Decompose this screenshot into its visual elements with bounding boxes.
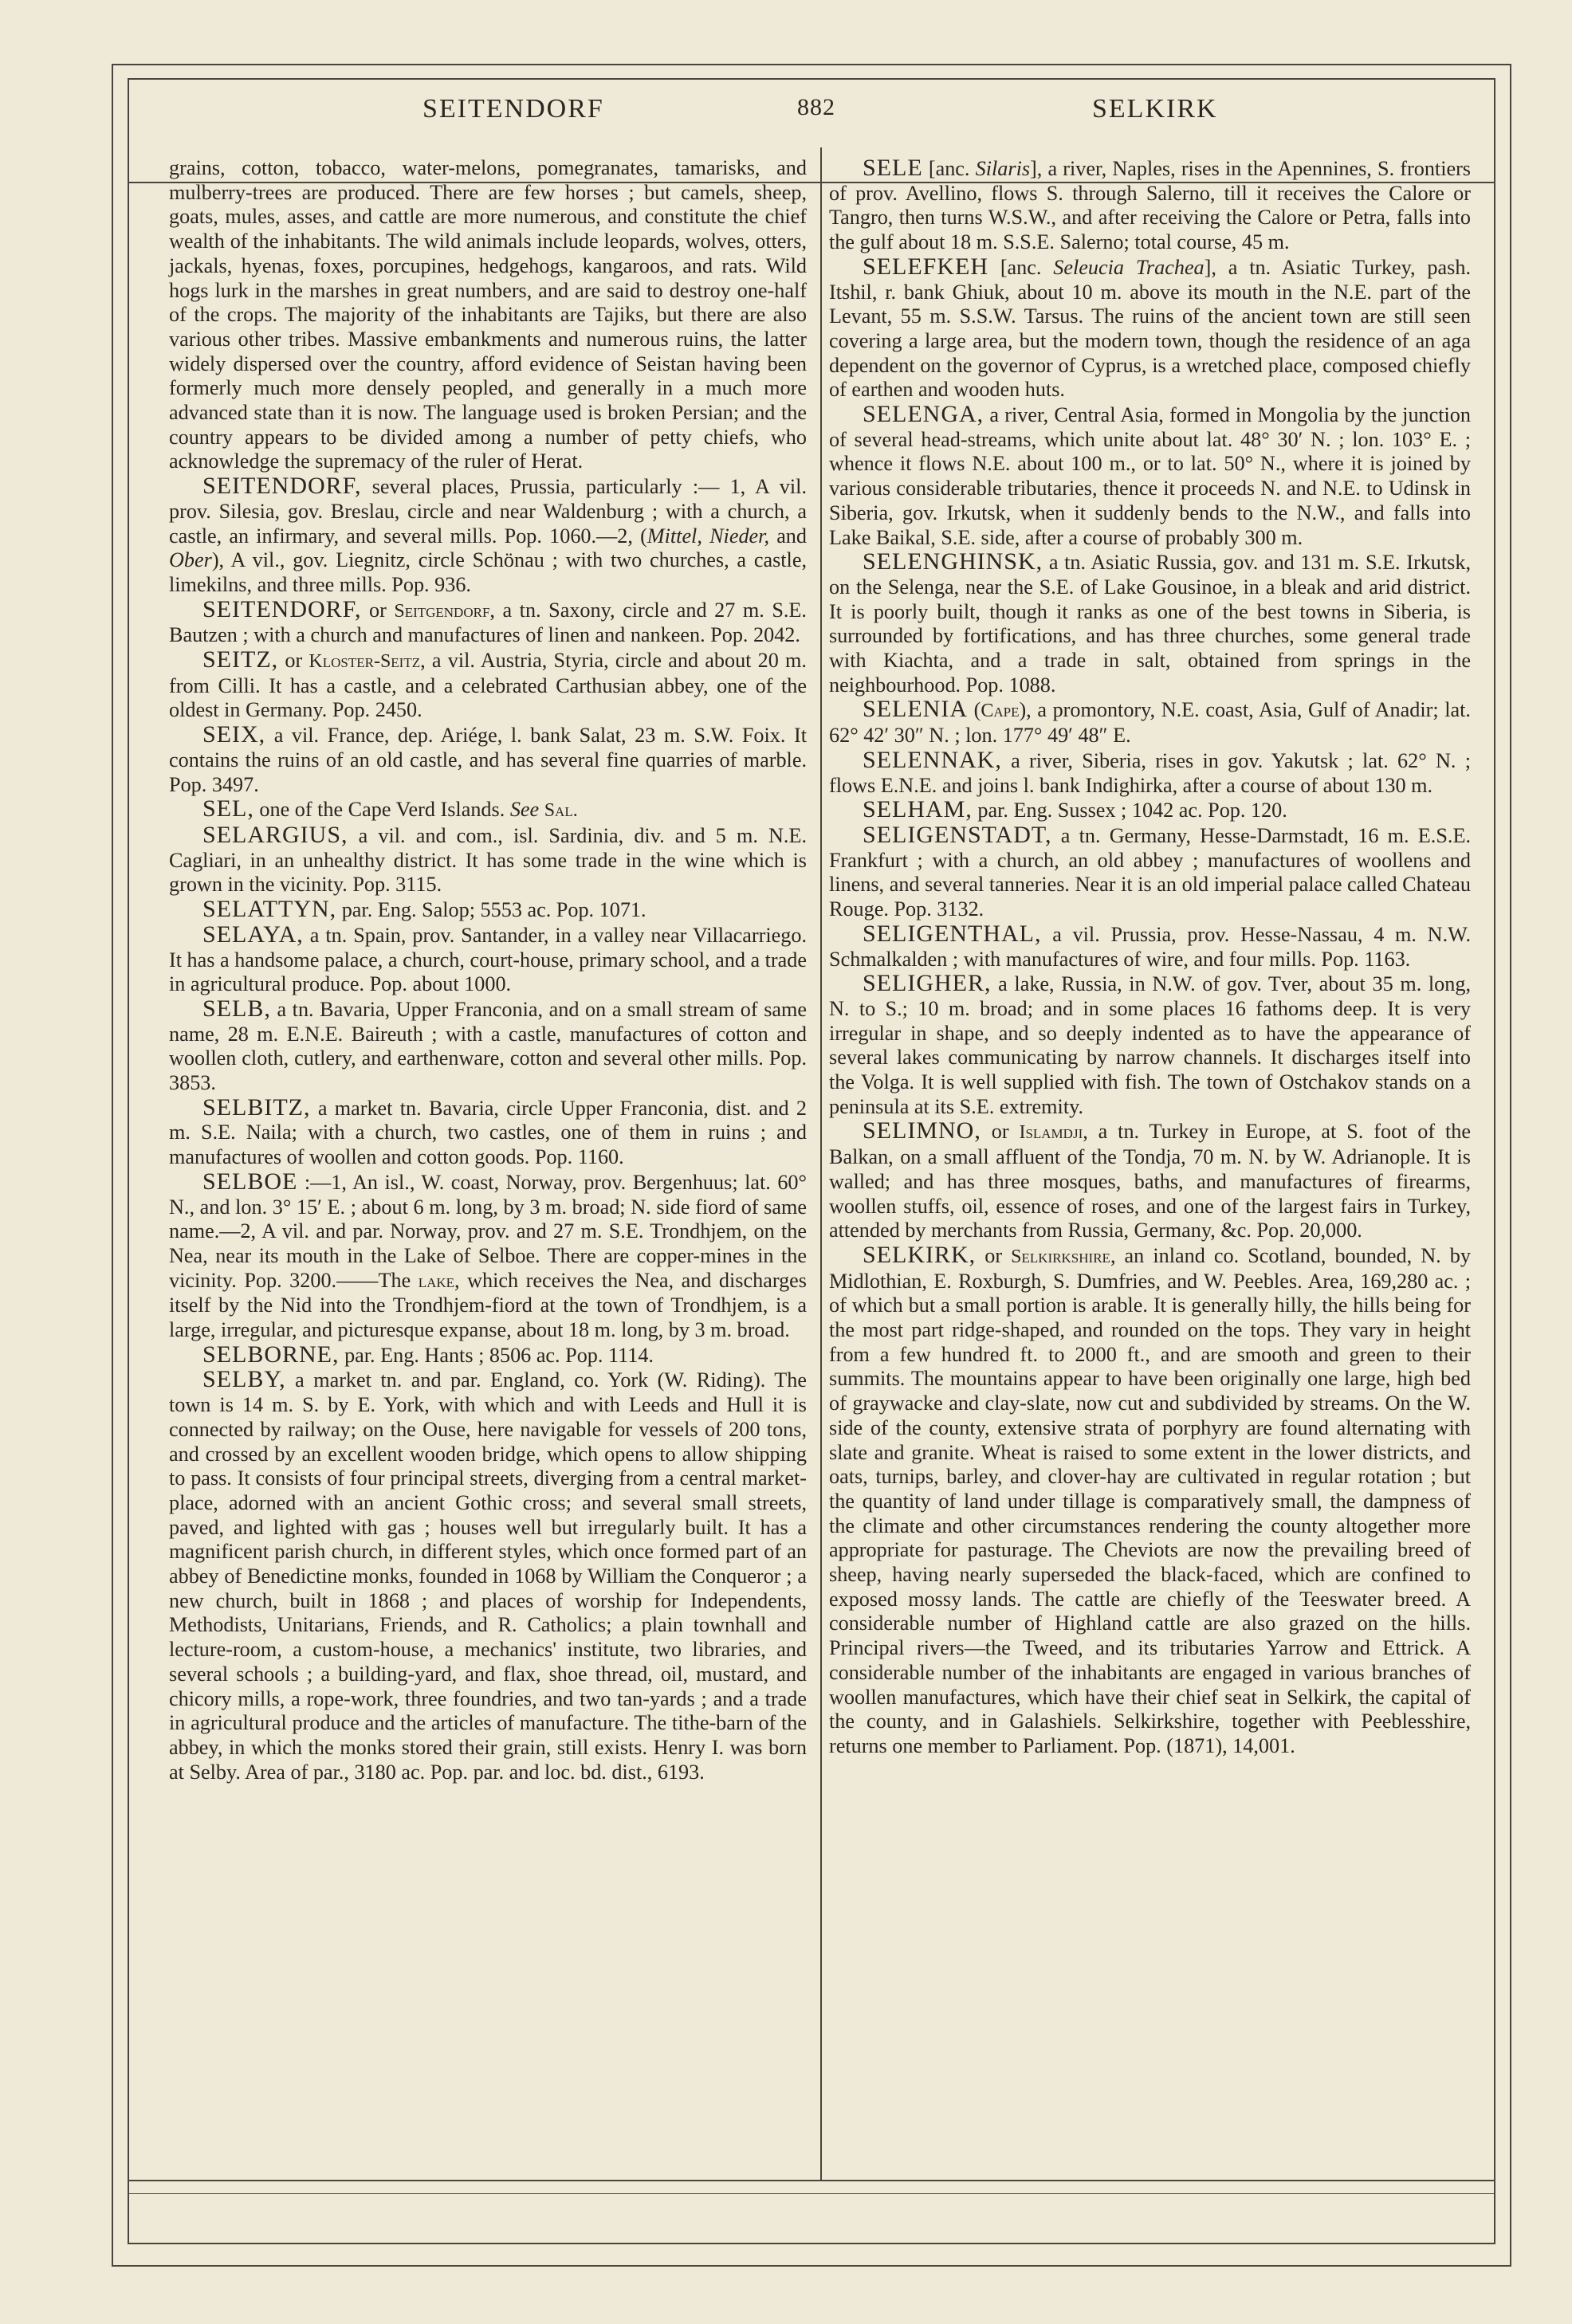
entry-seitz xyxy=(169,648,807,723)
headword: SELBY, xyxy=(202,1366,286,1393)
entry-text: one of the Cape Verd Islands. xyxy=(253,798,510,822)
headword: SELENIA xyxy=(863,696,968,723)
entry-sele xyxy=(829,156,1471,255)
entry-smallcaps: Kloster-Seitz xyxy=(309,651,421,673)
entry-text: a river, Siberia, rises in gov. Yakutsk ; lat. 62° N. ; flows E.N.E. and joins l. bank Indighirka, after a course of about 130 m. xyxy=(829,748,1471,797)
entry-text: several places, Prussia, particularly :— 1, A vil. prov. Silesia, gov. Breslau, circle and near Waldenburg ; with a church, a castle, an infirmary, and several mills. Pop. 1060.—2, ( xyxy=(169,475,807,548)
entry-text: ], a river, Naples, rises in the Apennines, S. frontiers of prov. Avellino, flows S. through Salerno, till it receives the Calore or Tangro, then turns W.S.W., and after receiving the Calore or Petra, falls into the gulf about 18 m. S.S.E. Salerno; total course, 45 m. xyxy=(829,157,1471,254)
headword: SEITZ, xyxy=(202,646,279,673)
entry-seligenthal xyxy=(829,922,1471,972)
entry-text: ), a promontory, N.E. coast, Asia, Gulf of Anadir; lat. 62° 42′ 30″ N. ; lon. 177° 49′ 48″ E. xyxy=(829,698,1471,748)
entry-selb xyxy=(169,997,807,1096)
column-divider xyxy=(820,147,822,2180)
entry-text: , a tn. Saxony, circle and 27 m. S.E. Bautzen ; with a church and manufactures of linen and nankeen. Pop. 2042. xyxy=(169,598,807,647)
entry-text: [anc. xyxy=(922,157,976,180)
entry-smallcaps: Islamdji xyxy=(1019,1122,1083,1144)
entry-text: or xyxy=(981,1120,1020,1144)
entry-seix xyxy=(169,723,807,797)
headword: SEITENDORF, xyxy=(202,473,362,500)
headword: SELATTYN, xyxy=(202,896,337,923)
entry-text: par. Eng. Salop; 5553 ac. Pop. 1071. xyxy=(336,898,646,922)
left-column xyxy=(169,156,807,1784)
entry-text: ], a tn. Asiatic Turkey, pash. Itshil, r. bank Ghiuk, about 10 m. above its mouth in the N.E. part of the Levant, 55 m. S.S.W. Tarsus. The ruins of the ancient town are still seen covering a large area, but the modern town, though the residence of an aga dependent on the governor of Cyprus, is a wretched place, composed chiefly of earthen and wooden huts. xyxy=(829,255,1471,402)
entry-text: , which receives the Nea, and discharges itself by the Nid into the Trondhjem-fiord at the town of Trondhjem, is a large, irregular, and picturesque expanse, about 18 m. long, by 3 m. broad. xyxy=(169,1268,807,1342)
entry-selborne xyxy=(169,1343,807,1368)
entry-text: , a vil. Austria, Styria, circle and about 20 m. from Cilli. It has a castle, and a celebrated Carthusian abbey, one of the oldest in Germany. Pop. 2450. xyxy=(169,649,807,722)
entry-seligenstadt xyxy=(829,823,1471,922)
cross-reference: Sal. xyxy=(544,800,578,822)
headword: SELHAM, xyxy=(863,796,973,823)
footer-rule xyxy=(128,2180,1494,2181)
entry-smallcaps: Selkirkshire xyxy=(1011,1246,1110,1267)
right-column xyxy=(829,156,1471,1759)
entry-text: a vil. Prussia, prov. Hesse-Nassau, 4 m. N.W. Schmalkalden ; with manufactures of wire, and four mills. Pop. 1163. xyxy=(829,922,1471,971)
entry-selbitz xyxy=(169,1093,807,1170)
entry-text: [anc. xyxy=(988,255,1054,279)
entry-seitendorf-saxony xyxy=(169,595,807,648)
headword: SELAYA, xyxy=(202,921,304,948)
entry-smallcaps: Cape xyxy=(981,701,1020,722)
running-head-right: SELKIRK xyxy=(1092,94,1218,124)
entry-italic: Mittel, Nieder, xyxy=(646,524,769,548)
entry-smallcaps: Seitgendorf xyxy=(394,600,490,622)
headword: SEL, xyxy=(202,795,254,822)
entry-text: a tn. Spain, prov. Santander, in a valley near Villacarriego. It has a handsome palace, a church, court-house, primary school, and a trade in agricultural produce. Pop. about 1000. xyxy=(169,923,807,996)
entry-selennak xyxy=(829,748,1471,798)
headword: SELIGHER, xyxy=(863,970,992,997)
headword: SELARGIUS, xyxy=(202,821,348,848)
entry-text: a tn. Asiatic Russia, gov. and 131 m. S.E. Irkutsk, on the Selenga, near the S.E. of Lake Gousinoe, in a bleak and arid district. It is poorly built, though it ranks as one of the best towns in Siberia, is surrounded by fortifications, and has three churches, some general trade with Kiachta, and a trade in salt, obtained from springs in the neighbourhood. Pop. 1088. xyxy=(829,551,1471,697)
entry-seistan-continued: grains, cotton, tobacco, water-melons, pomegranates, tamarisks, and mulberry-trees are produced. There are few horses ; but camels, sheep, goats, mules, asses, and cattle are more numerous, and constitute the chief wealth of the inhabitants. The wild animals include leopards, wolves, otters, jackals, hyenas, foxes, porcupines, hedgehogs, kangaroos, and rats. Wild hogs lurk in the marshes in great numbers, and are said to destroy one-half of the crops. The majority of the inhabitants are Tajiks, but there are also various other tribes. Massive embankments and numerous ruins, the latter widely dispersed over the country, afford evidence of Seistan having been formerly much more densely peopled, and generally in a much more advanced state than it is now. The language used is broken Persian; and the country appears to be divided among a number of petty chiefs, who acknowledge the supremacy of the ruler of Herat. xyxy=(169,156,807,473)
entry-text: :—1, An isl., W. coast, Norway, prov. Bergenhuus; lat. 60° N., and lon. 3° 15′ E. ; about 6 m. long, by 3 m. broad; N. side fiord of same name.—2, A vil. and par. Norway, prov. and 27 m. S.E. Trondhjem, on the Nea, near its mouth in the Lake of Selboe. There are copper-mines in the vicinity. Pop. 3200.——The xyxy=(169,1170,807,1292)
entry-selenghinsk xyxy=(829,550,1471,697)
headword: SELKIRK, xyxy=(863,1241,977,1268)
entry-selby xyxy=(169,1368,807,1784)
entry-selham xyxy=(829,798,1471,823)
entry-text: a market tn. Bavaria, circle Upper Franconia, dist. and 2 m. S.E. Naila; with a church, two castles, one of them in ruins ; and manufactures of woollen and cotton goods. Pop. 1160. xyxy=(169,1096,807,1169)
entry-selenga xyxy=(829,402,1471,550)
headword: SELBITZ, xyxy=(202,1093,311,1121)
entry-smallcaps: lake xyxy=(418,1270,455,1292)
entry-text: a tn. Bavaria, Upper Franconia, and on a small stream of same name, 28 m. E.N.E. Baireuth ; with a castle, manufactures of cotton and woollen cloth, cutlery, and earthenware, cotton and several other mills. Pop. 3853. xyxy=(169,997,807,1095)
headword: SELBOE xyxy=(202,1168,298,1195)
headword: SELENGHINSK, xyxy=(863,548,1043,575)
entry-selimno xyxy=(829,1119,1471,1243)
entry-selargius xyxy=(169,823,807,897)
entry-sel xyxy=(169,797,807,823)
entry-text: a river, Central Asia, formed in Mongolia by the junction of several head-streams, which unite about lat. 48° 30′ N. ; lon. 103° E. ; whence it flows N.E. about 100 m., or to lat. 50° N., where it is joined by various considerable tributaries, thence it proceeds N. and N.E. to Udinsk in Siberia, gov. Irkutsk, when it suddenly bends to the N.W., and falls into Lake Baikal, S.E. side, after a course of probably 300 m. xyxy=(829,403,1471,549)
entry-selaya xyxy=(169,923,807,997)
entry-seligher xyxy=(829,972,1471,1119)
entry-text: and xyxy=(769,524,807,548)
headword: SELE xyxy=(863,155,923,181)
entry-selboe xyxy=(169,1170,807,1343)
entry-text: ( xyxy=(967,698,981,722)
entry-text: a tn. Germany, Hesse-Darmstadt, 16 m. E.S.E. Frankfurt ; with a church, an old abbey ; manufactures of woollens and linens, and several tanneries. Near it is an old imperial palace called Chateau Rouge. Pop. 3132. xyxy=(829,823,1471,921)
headword: SELIMNO, xyxy=(863,1117,981,1144)
footer-rule-thin xyxy=(128,2193,1494,2194)
headword: SELENNAK, xyxy=(863,746,1002,773)
entry-text: or xyxy=(976,1243,1012,1267)
headword: SELBORNE, xyxy=(202,1341,340,1368)
headword: SEIX, xyxy=(202,721,266,748)
entry-italic: Seleucia Trachea xyxy=(1053,255,1205,279)
entry-text: a lake, Russia, in N.W. of gov. Tver, about 35 m. long, N. to S.; 10 m. broad; and in some places 16 fathoms deep. It is very irregular in shape, and so deeply indented as to have the appearance of several lakes communicating by narrow channels. It discharges itself into the Volga. It is well supplied with fish. The town of Ostchakov stands on a peninsula at its S.E. extremity. xyxy=(829,972,1471,1118)
entry-text: a vil. and com., isl. Sardinia, div. and 5 m. N.E. Cagliari, in an unhealthy district. It has some trade in the wine which is grown in the vicinity. Pop. 3115. xyxy=(169,823,807,897)
entry-selattyn xyxy=(169,897,807,923)
entry-text: or xyxy=(361,598,395,622)
entry-text: , an inland co. Scotland, bounded, N. by Midlothian, E. Roxburgh, S. Dumfries, and W. Peebles. Area, 169,280 ac. ; of which but a small portion is arable. It is generally hilly, the hills being for the most part ridge-shaped, and rounded on the tops. They vary in height from a few hundred ft. to 2000 ft., and are smooth and green to their summits. The mountains appear to have been originally one large, high bed of graywacke and clay-slate, now cut and subdivided by streams. On the W. side of the county, extensive strata of porphyry are found alternating with slate and granite. Wheat is raised to some extent in the lower districts, and oats, turnips, barley, and clover-hay are cultivated in regular rotation ; but the quantity of land under tillage is comparatively small, the dampness of the climate and other circumstances rendering the county altogether more appropriate for pasturage. The Cheviots are now the prevailing breed of sheep, having nearly superseded the black-faced, which are confined to exposed mossy lands. The cattle are chiefly of the Teeswater breed. A considerable number of Highland cattle are also grazed on the hills. Principal rivers—the Tweed, and its tributaries Yarrow and Ettrick. A considerable number of the inhabitants are engaged in various branches of woollen manufactures, which have their chief seat in Selkirk, the capital of the county, and in Galashiels. Selkirkshire, together with Peeblesshire, returns one member to Parliament. Pop. (1871), 14,001. xyxy=(829,1243,1471,1757)
entry-selenia xyxy=(829,697,1471,748)
headword: SELIGENSTADT, xyxy=(863,821,1052,848)
entry-text: par. Eng. Sussex ; 1042 ac. Pop. 120. xyxy=(972,799,1287,822)
headword: SELIGENTHAL, xyxy=(863,920,1042,947)
entry-italic: Ober xyxy=(169,548,212,572)
page-number: 882 xyxy=(797,94,835,120)
entry-text: a vil. France, dep. Ariége, l. bank Salat, 23 m. S.W. Foix. It contains the ruins of an old castle, and has several fine quarries of marble. Pop. 3497. xyxy=(169,724,807,796)
running-head-left: SEITENDORF xyxy=(422,94,604,124)
headword: SELB, xyxy=(202,995,271,1022)
entry-selkirk xyxy=(829,1243,1471,1759)
entry-text: ), A vil., gov. Liegnitz, circle Schönau ; with two churches, a castle, limekilns, and three mills. Pop. 936. xyxy=(169,548,807,596)
entry-italic: Silaris xyxy=(975,157,1031,180)
entry-italic: See xyxy=(509,798,540,822)
headword: SELEFKEH xyxy=(863,253,988,280)
entry-text: , a tn. Turkey in Europe, at S. foot of the Balkan, on a small affluent of the Tondja, 70 m. N. by W. Adrianople. It is walled; and has three mosques, baths, and manufactures of firearms, woollen stuffs, oil, essence of roses, and one of the largest fairs in Turkey, attended by merchants from Russia, Germany, &c. Pop. 20,000. xyxy=(829,1120,1471,1242)
entry-text: par. Eng. Hants ; 8506 ac. Pop. 1114. xyxy=(339,1343,654,1367)
entry-seitendorf xyxy=(169,474,807,598)
entry-text: or xyxy=(278,649,309,673)
entry-text: a market tn. and par. England, co. York (W. Riding). The town is 14 m. S. by E. York, with which and with Leeds and Hull it is connected by railway; on the Ouse, here navigable for vessels of 200 tons, and crossed by an excellent wooden bridge, which opens to allow shipping to pass. It consists of four principal streets, diverging from a central market-place, adorned with an ancient Gothic cross; and several small streets, paved, and lighted with gas ; houses well but irregularly built. It has a magnificent parish church, in different styles, which once formed part of an abbey of Benedictine monks, founded in 1068 by William the Conqueror ; a new church, built in 1868 ; and places of worship for Independents, Methodists, Unitarians, Friends, and R. Catholics; a plain townhall and lecture-room, a custom-house, a mechanics' institute, two libraries, and several schools ; a building-yard, and flax, shoe thread, oil, mustard, and chicory mills, a rope-work, three foundries, and two tan-yards ; and a trade in agricultural produce and the articles of manufacture. The tithe-barn of the abbey, in which the monks stored their grain, still exists. Henry I. was born at Selby. Area of par., 3180 ac. Pop. par. and loc. bd. dist., 6193. xyxy=(169,1368,807,1784)
headword: SEITENDORF, xyxy=(202,595,362,622)
entry-selefkeh xyxy=(829,255,1471,402)
headword: SELENGA, xyxy=(863,401,984,428)
